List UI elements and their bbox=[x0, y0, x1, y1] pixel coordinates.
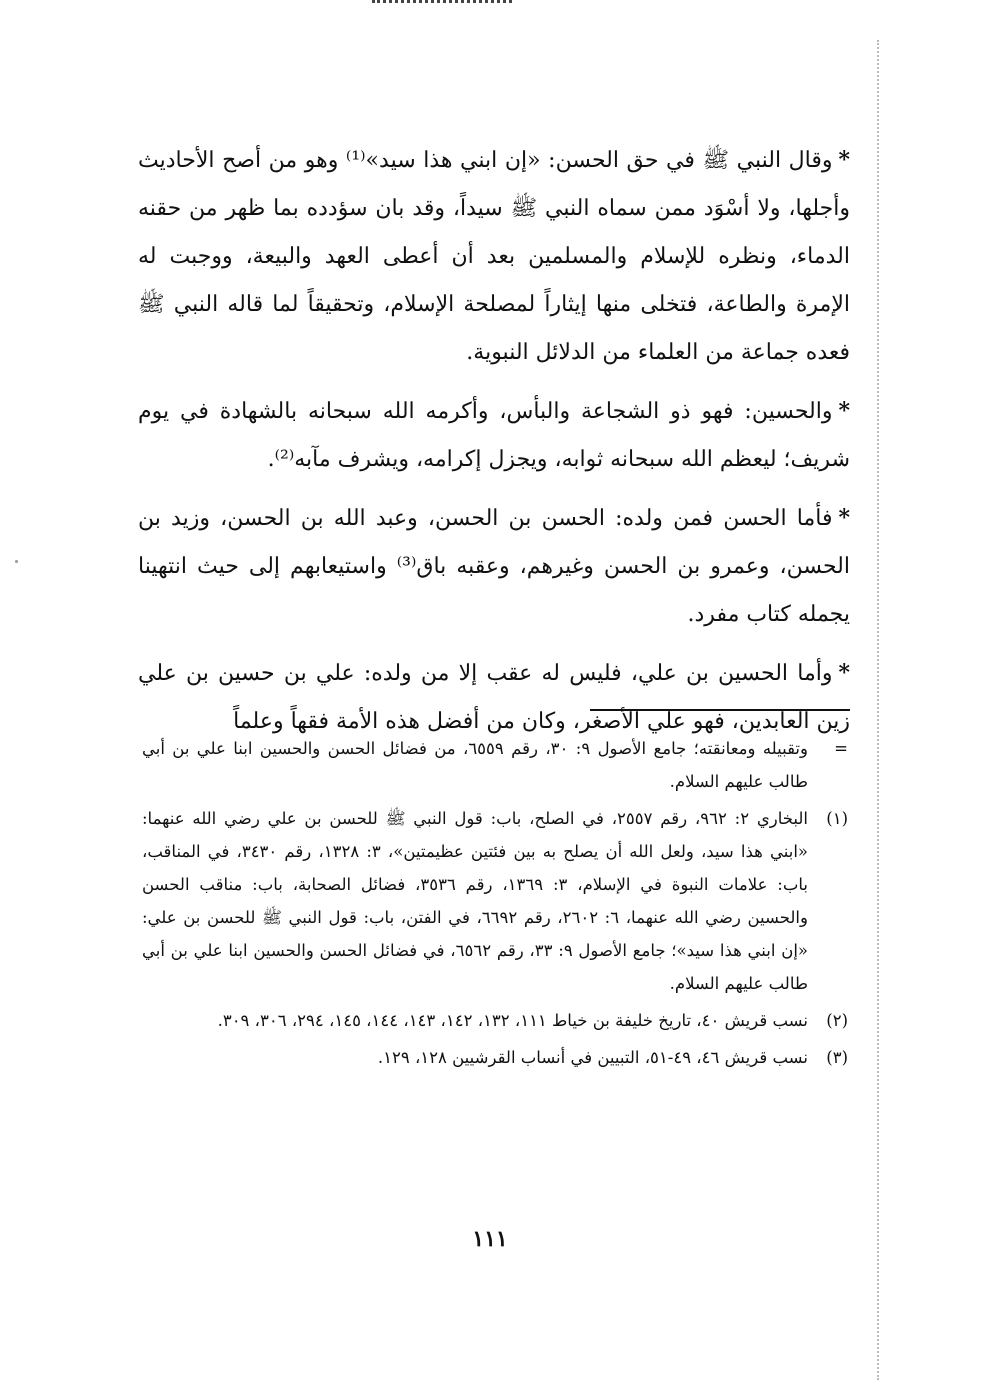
footnote-1 bbox=[142, 802, 848, 1000]
footnote-mark: (٣) bbox=[826, 1048, 848, 1067]
footnote-3 bbox=[142, 1041, 848, 1074]
scan-edge-dots bbox=[877, 40, 879, 1380]
footnote-text: البخاري ٢: ٩٦٢، رقم ٢٥٥٧، في الصلح، باب: قول النبي ﷺ للحسن بن علي رضي الله عنهما: «ابني هذا سيد، ولعل الله أن يصلح به بين فئتين عظيمتين»، ٣: ١٣٢٨، رقم ٣٤٣٠، في المناقب، باب: علامات النبوة في الإسلام، ٣: ١٣٦٩، رقم ٣٥٣٦، فضائل الصحابة، باب: مناقب الحسن والحسين رضي الله عنهما، ٦: ٢٦٠٢، رقم ٦٦٩٢، في الفتن، باب: قول النبي ﷺ للحسن بن علي: «إن ابني هذا سيد»؛ جامع الأصول ٩: ٣٣، رقم ٦٥٦٢، في فضائل الحسن والحسين ابنا علي بن أبي طالب عليهم السلام. bbox=[142, 809, 809, 993]
footnote-mark: (١) bbox=[826, 809, 848, 828]
footnote-text: نسب قريش ٤٦، ٤٩-٥١، التبيين في أنساب القرشيين ١٢٨، ١٢٩. bbox=[377, 1048, 808, 1067]
paragraph-marker: * bbox=[838, 660, 850, 686]
paragraph-text: فأما الحسن فمن ولده: الحسن بن الحسن، وعبد الله بن الحسن، وزيد بن الحسن، وعمرو بن الحسن وغيرهم، وعقبه باق⁽³⁾ واستيعابهم إلى حيث انتهينا يجمله كتاب مفرد. bbox=[138, 506, 850, 627]
paragraph-hasan-sayyid bbox=[138, 136, 850, 377]
footnote-mark: (٢) bbox=[826, 1011, 848, 1030]
paragraph-hasan-descendants bbox=[138, 494, 850, 639]
paragraph-text: وأما الحسين بن علي، فليس له عقب إلا من ولده: علي بن حسين بن علي زين العابدين، فهو علي الأصغر، وكان من أفضل هذه الأمة فقهاً وعلماً bbox=[138, 661, 850, 734]
scan-dot bbox=[15, 560, 18, 563]
footnote-2 bbox=[142, 1004, 848, 1037]
paragraph-marker: * bbox=[838, 147, 850, 173]
footnote-divider bbox=[590, 709, 850, 711]
paragraph-marker: * bbox=[838, 505, 850, 531]
paragraph-marker: * bbox=[838, 398, 850, 424]
paragraph-text: وقال النبي ﷺ في حق الحسن: «إن ابني هذا سيد»⁽¹⁾ وهو من أصح الأحاديث وأجلها، ولا أسْوَد ممن سماه النبي ﷺ سيداً، وقد بان سؤدده بما ظهر من حقنه الدماء، ونظره للإسلام والمسلمين بعد أن أعطى العهد والبيعة، ووجبت له الإمرة والطاعة، فتخلى منها إيثاراً لمصلحة الإسلام، وتحقيقاً لما قاله النبي ﷺ فعده جماعة من العلماء من الدلائل النبوية. bbox=[138, 148, 850, 365]
main-text bbox=[138, 136, 850, 756]
footnote-mark: = bbox=[834, 739, 848, 758]
top-scan-mark bbox=[372, 0, 512, 9]
footnote-text: نسب قريش ٤٠، تاريخ خليفة بن خياط ١١١، ١٣٢، ١٤٢، ١٤٣، ١٤٤، ١٤٥، ٢٩٤، ٣٠٦، ٣٠٩. bbox=[217, 1011, 808, 1030]
footnotes bbox=[142, 732, 848, 1078]
paragraph-husayn bbox=[138, 387, 850, 484]
footnote-continuation bbox=[142, 732, 848, 798]
paragraph-text: والحسين: فهو ذو الشجاعة والبأس، وأكرمه الله سبحانه بالشهادة في يوم شريف؛ ليعظم الله سبحانه ثوابه، ويجزل إكرامه، ويشرف مآبه⁽²⁾. bbox=[138, 399, 850, 472]
footnote-text: وتقبيله ومعانقته؛ جامع الأصول ٩: ٣٠، رقم ٦٥٥٩، من فضائل الحسن والحسين ابنا علي بن أبي طالب عليهم السلام. bbox=[142, 739, 808, 791]
page-number: ١١١ bbox=[472, 1226, 508, 1252]
